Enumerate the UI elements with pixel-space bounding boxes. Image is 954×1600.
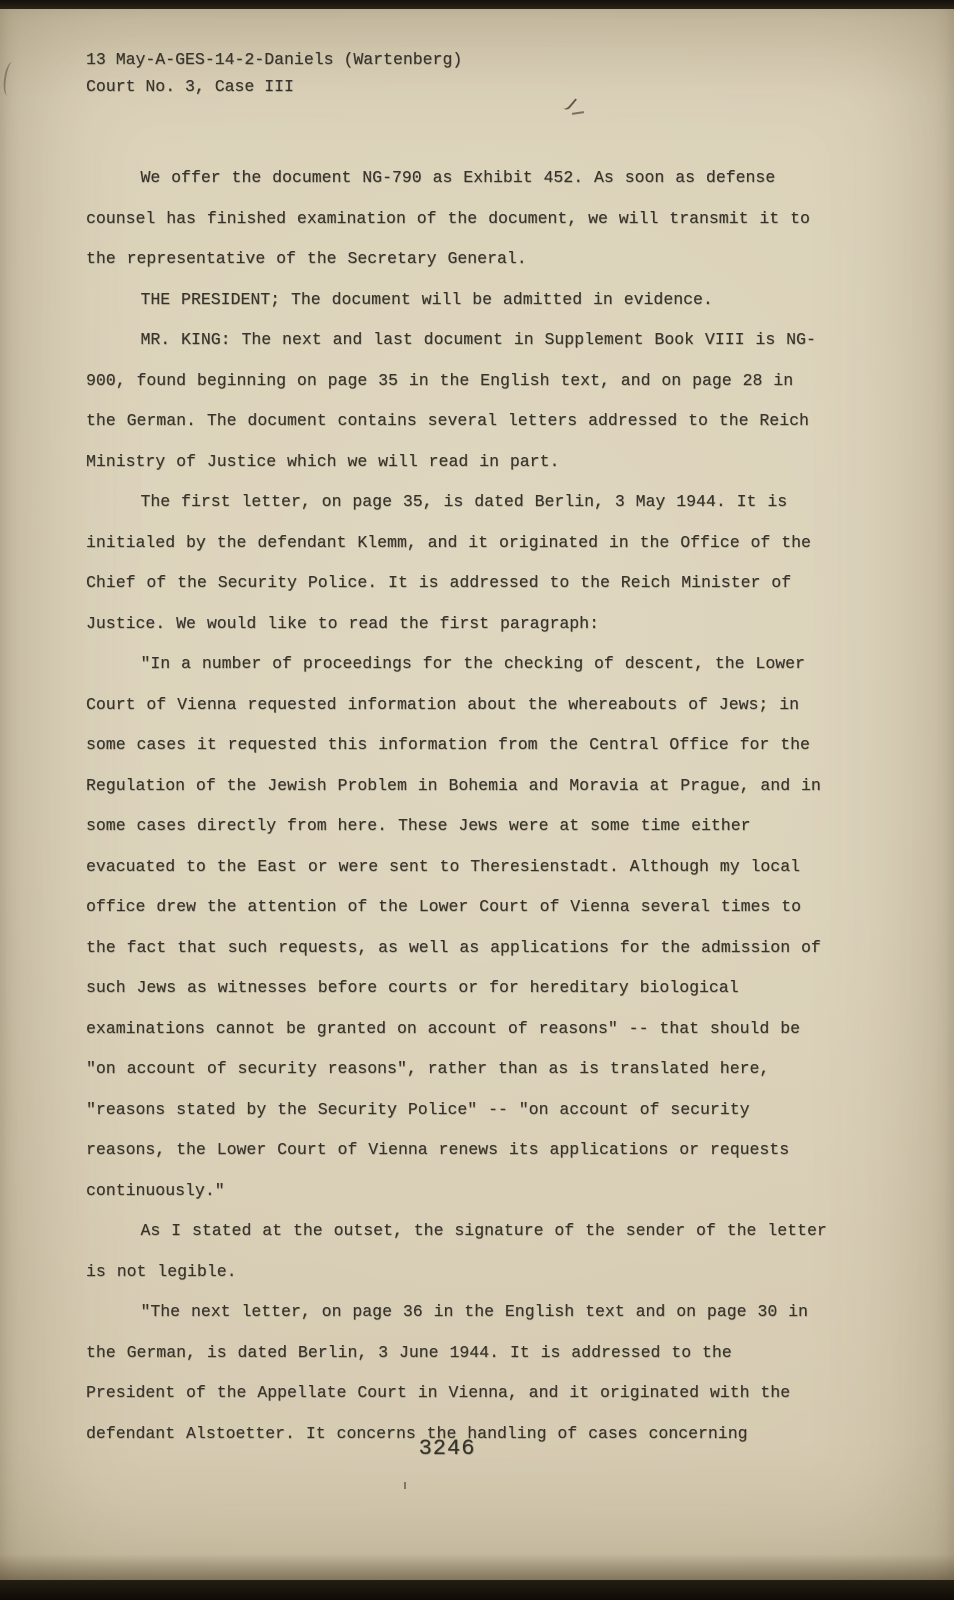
paragraph: "The next letter, on page 36 in the English text and on page 30 in the German, is dated Berlin, 3 June 1944. It is addressed to the President of the Appellate Court in Vienna, and it originated with the defendant Alstoetter. It concerns the handling of cases concerning [86, 1302, 808, 1443]
scan-edge-top [0, 0, 954, 9]
header-line-1: 13 May-A-GES-14-2-Daniels (Wartenberg) [86, 50, 463, 69]
paragraph: The first letter, on page 35, is dated Berlin, 3 May 1944. It is initialed by the defendant Klemm, and it originated in the Office of the Chief of the Security Police. It is addressed to the Reich Minister of Justice. We would like to read the first paragraph: [86, 492, 811, 633]
paragraph: MR. KING: The next and last document in Supplement Book VIII is NG-900, found beginning on page 35 in the English text, and on page 28 in the German. The document contains several letters addressed to the Reich Ministry of Justice which we will read in part. [86, 330, 816, 471]
document-header [86, 46, 462, 100]
scan-artifact-tick [404, 1482, 406, 1489]
pen-mark-dash [572, 111, 584, 115]
page-number: 3246 [418, 1436, 476, 1461]
header-line-2: Court No. 3, Case III [86, 77, 294, 96]
pen-mark [553, 88, 577, 112]
paragraph: As I stated at the outset, the signature of the sender of the letter is not legible. [86, 1221, 827, 1281]
scan-edge-bottom-shadow [0, 1554, 954, 1580]
paragraph: THE PRESIDENT; The document will be admitted in evidence. [140, 289, 713, 309]
paragraph: We offer the document NG-790 as Exhibit 452. As soon as defense counsel has finished examination of the document, we will transmit it to the representative of the Secretary General. [86, 168, 810, 268]
paragraph: "In a number of proceedings for the checking of descent, the Lower Court of Vienna requested information about the whereabouts of Jews; in some cases it requested this information from the Central Office for the Regulation of the Jewish Problem in Bohemia and Moravia at Prague, and in some cases directly from here. These Jews were at some time either evacuated to the East or were sent to Theresienstadt. Although my local office drew the attention of the Lower Court of Vienna several times to the fact that such requests, as well as applications for the admission of such Jews as witnesses before courts or for hereditary biological examinations cannot be granted on account of reasons" -- that should be "on account of security reasons", rather than as is translated here, "reasons stated by the Security Police" -- "on account of security reasons, the Lower Court of Vienna renews its applications or requests continuously." [86, 654, 821, 1200]
transcript-body [86, 158, 828, 1454]
scan-edge-bottom [0, 1580, 954, 1600]
scan-artifact-left-margin [2, 61, 19, 96]
